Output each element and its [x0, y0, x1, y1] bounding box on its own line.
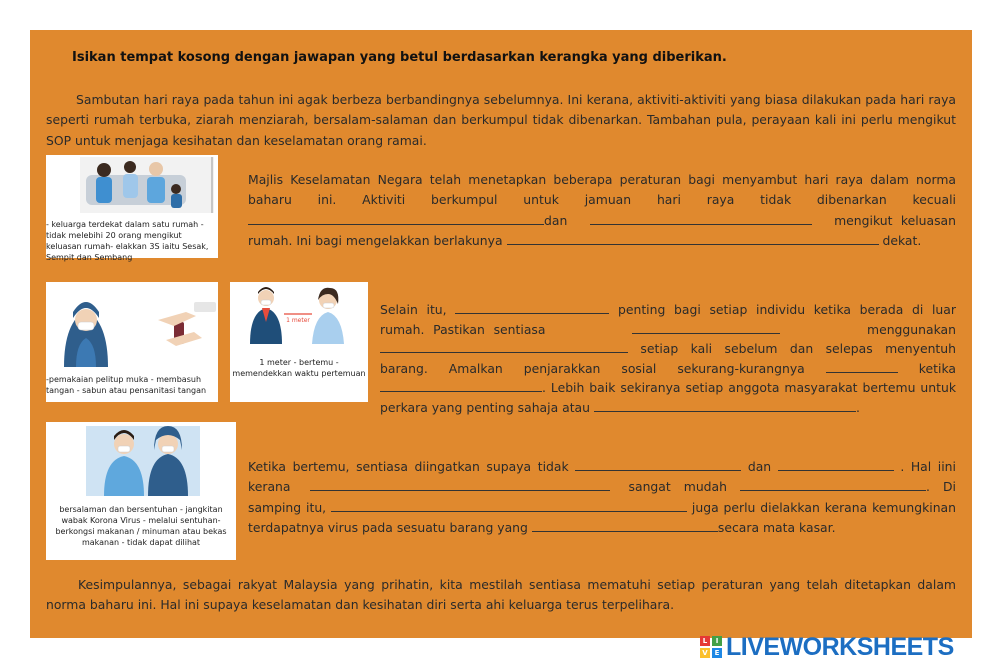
section2-text-4: setiap kali sebelum dan selepas menyentuh barang. Amalkan penjarakkan sosial sekurang-kurangnya [380, 341, 956, 376]
section3-text-5: . Di samping itu, [248, 479, 956, 515]
logo-text: LIVEWORKSHEETS [726, 632, 954, 661]
answer-blank-9[interactable] [594, 398, 856, 412]
section2-text-3: menggunakan [867, 321, 956, 337]
answer-blank-2[interactable] [590, 211, 812, 225]
answer-blank-5[interactable] [632, 320, 780, 334]
distance-label: 1 meter [286, 317, 310, 324]
section1-text-1: Majlis Keselamatan Negara telah menetapkan beberapa peraturan bagi menyambut hari raya dalam norma baharu ini. Aktiviti berkumpul untuk jamuan hari raya tidak dibenarkan kecuali [248, 172, 956, 208]
section1-text-2: dan [544, 212, 568, 228]
section3-text-1: Ketika bertemu, sentiasa diingatkan supaya tidak [248, 459, 569, 474]
logo-tile-v: V [700, 648, 710, 658]
family-illustration [46, 155, 218, 215]
logo-tile-l: L [700, 636, 710, 646]
section3-text-3: . Hal iini kerana [248, 459, 956, 495]
section2-text-2: penting bagi setiap individu ketika berada di luar rumah. Pastikan sentiasa [380, 302, 956, 337]
mask-handwash-illustration [46, 282, 218, 372]
section2-paragraph [380, 300, 956, 418]
answer-blank-4[interactable] [455, 300, 609, 314]
logo-tiles [700, 636, 722, 658]
section2-text-5: ketika [918, 360, 956, 376]
answer-blank-13[interactable] [740, 477, 926, 491]
greeting-caption: bersalaman dan bersentuhan - jangkitan wabak Korona Virus - melalui sentuhan- berkongsi makanan / minuman atau bekas makanan - tidak dapat dilihat [55, 505, 227, 547]
answer-blank-3[interactable] [507, 231, 879, 245]
hygiene-image [46, 282, 218, 402]
distancing-image [230, 282, 368, 402]
answer-blank-10[interactable] [575, 457, 741, 471]
answer-blank-1[interactable] [248, 211, 544, 225]
greeting-illustration [46, 422, 236, 498]
section2-text-6: . Lebih baik sekiranya setiap anggota masyarakat bertemu untuk perkara yang penting sahaja atau [380, 380, 956, 415]
section1-paragraph [248, 170, 956, 251]
logo-tile-i: I [712, 636, 722, 646]
liveworksheets-logo[interactable] [700, 632, 954, 662]
section3-text-4: sangat mudah [628, 479, 727, 495]
conclusion-paragraph: Kesimpulannya, sebagai rakyat Malaysia yang prihatin, kita mestilah sentiasa mematuhi setiap peraturan yang telah ditetapkan dalam norma baharu ini. Hal ini supaya keselamatan dan kesihatan diri serta ahi keluarga terus terpelihara. [46, 577, 956, 613]
greeting-image [46, 422, 236, 560]
instruction-title: Isikan tempat kosong dengan jawapan yang betul berdasarkan kerangka yang diberikan. [72, 50, 727, 65]
answer-blank-11[interactable] [778, 457, 894, 471]
logo-tile-e: E [712, 648, 722, 658]
hygiene-caption: -pemakaian pelitup muka - membasuh tangan - sabun atau pensanitasi tangan [46, 375, 207, 395]
section3-text-2: dan [747, 459, 772, 474]
section1-text-4: dekat. [882, 232, 922, 248]
section3-paragraph [248, 457, 956, 538]
answer-blank-8[interactable] [380, 378, 542, 392]
answer-blank-6[interactable] [380, 339, 628, 353]
answer-blank-14[interactable] [331, 498, 687, 512]
section3-text-7: secara mata kasar. [717, 519, 836, 535]
family-gathering-image [46, 155, 218, 262]
section1-text-3: mengikut keluasan rumah. Ini bagi mengelakkan berlakunya [248, 212, 956, 248]
distancing-caption: 1 meter - bertemu - memendekkan waktu pertemuan [232, 358, 366, 378]
section2-text-1: Selain itu, [380, 302, 447, 317]
answer-blank-15[interactable] [532, 518, 718, 532]
section3-text-6: juga perlu dielakkan kerana kemungkinan terdapatnya virus pada sesuatu barang yang [248, 499, 956, 535]
intro-paragraph: Sambutan hari raya pada tahun ini agak berbeza berbandingnya sebelumnya. Ini kerana, aktiviti-aktiviti yang biasa dilakukan pada hari raya seperti rumah terbuka, ziarah menziarah, bersalam-salaman dan berkumpul tidak dibenarkan. Tambahan pula, perayaan kali ini perlu mengikut SOP untuk menjaga kesihatan dan keselamatan orang ramai. [46, 92, 956, 148]
section2-text-7: . [855, 399, 860, 415]
family-caption: - keluarga terdekat dalam satu rumah - tidak melebihi 20 orang mengikut keluasan rumah- elakkan 3S iaitu Sesak, Sempit dan Sembang [46, 220, 209, 262]
distancing-illustration [230, 282, 368, 352]
answer-blank-12[interactable] [310, 477, 610, 491]
answer-blank-7[interactable] [826, 359, 898, 373]
